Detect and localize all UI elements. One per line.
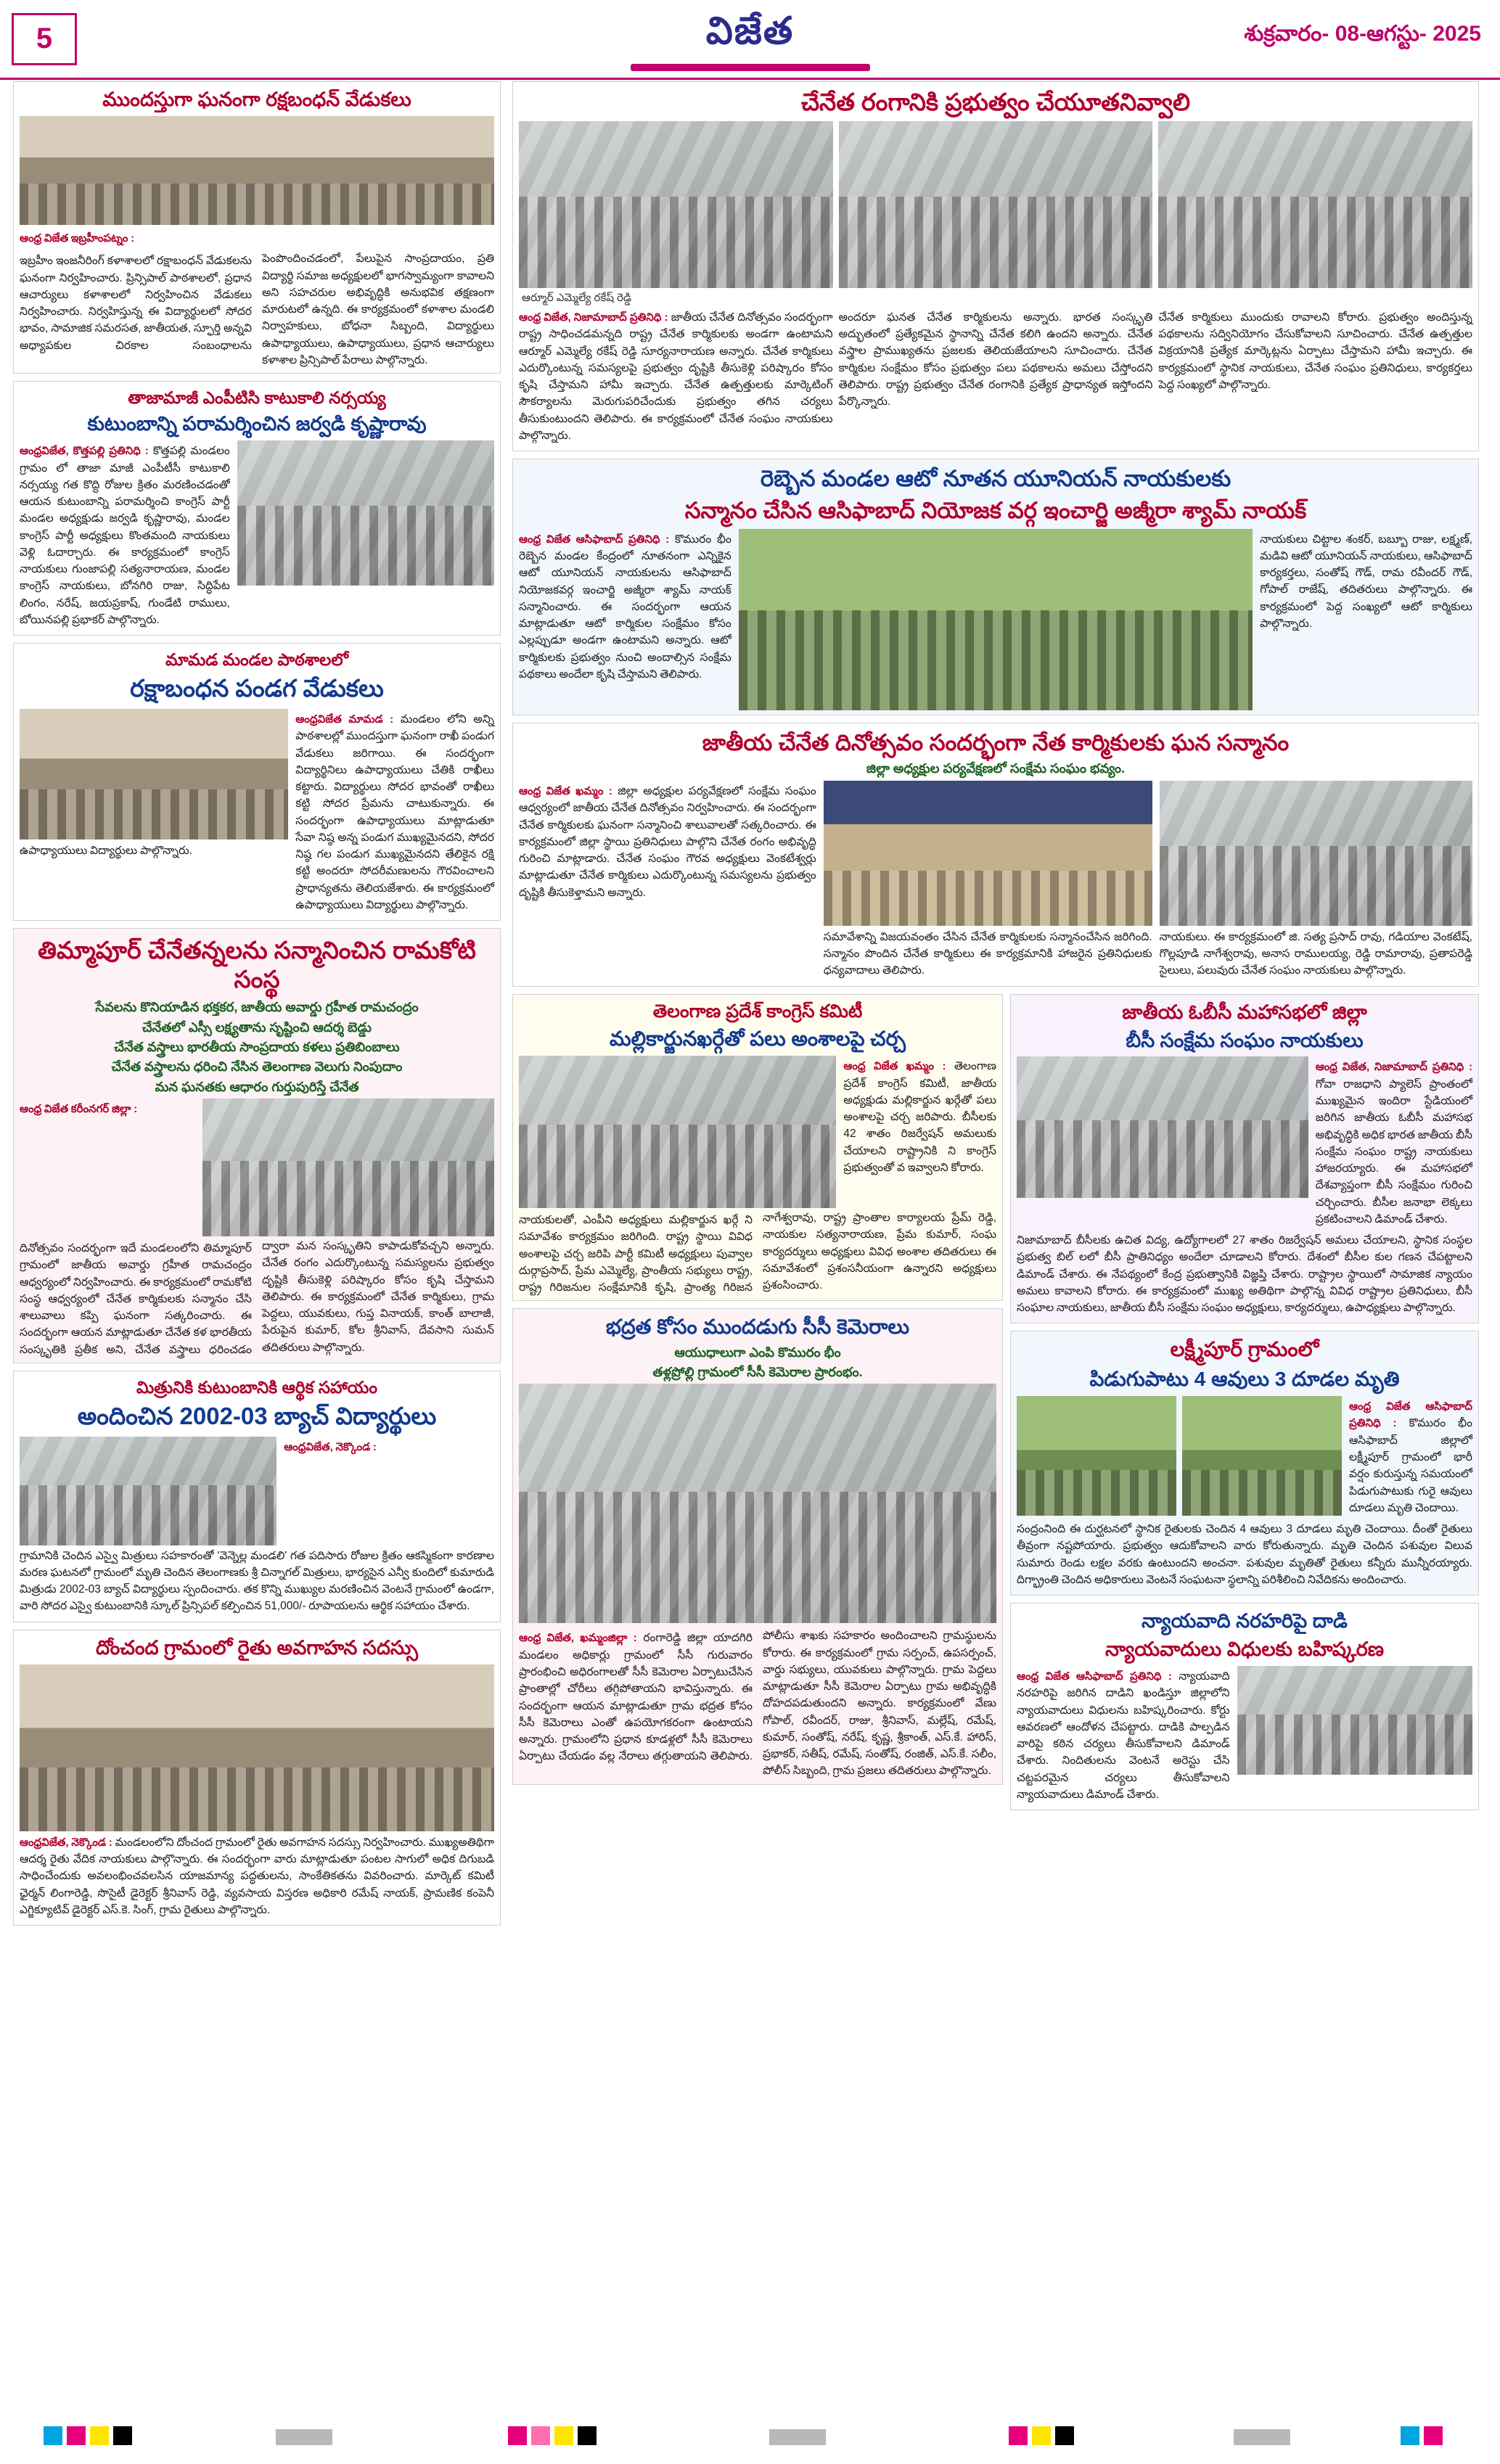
article-body-2: నిజామాబాద్ బీసీలకు ఉచిత విద్య, ఉద్యోగాలలో 27 శాతం రిజర్వేషన్ అమలు చేయాలని, స్థానిక సంస్థల ప్రభుత్వ బిల్ లలో బీసీ ప్రాతినిధ్యం అందేలా చూడాలని కోరారు. దేశంలో బీసీల కుల గణన చేపట్టాలని డిమాండ్ చేశారు. ఈ నేపథ్యంలో కేంద్ర ప్రభుత్వానికి విజ్ఞప్తి చేశారు. రాష్ట్రాల స్థాయిలో సామాజిక న్యాయం అమలు కావాలని కోరారు. ఈ కార్యక్రమంలో ముఖ్య అతిథిగా పాల్గొన్న వివిధ రాష్ట్రాల ప్రతినిధులు, బీసీ సంఘాల నాయకులు, జాతీయ బీసీ సంక్షేమ సంఘం అధ్యక్షులు, కార్యదర్శులు, ఉపాధ్యక్షులు పాల్గొన్నారు.	[1017, 1234, 1472, 1315]
article-photo-3	[1158, 121, 1472, 288]
article-body-3: నాయకులు. ఈ కార్యక్రమంలో జి. సత్య ప్రసాద్ రావు, గడియాల వెంకటేష్, గొల్లపూడి నాగేశ్వరావు, అనాస రాములయ్య, రెడ్డి రామారావు, ప్రతాపరెడ్డి సైలులు, పలువురు చేనేత సంఘం నాయకులు పాల్గొన్నారు.	[1159, 930, 1472, 977]
article-alumni-financial-help	[13, 1371, 501, 1622]
article-rakshabandhan-college	[13, 81, 501, 374]
swatch-magenta	[1424, 2426, 1443, 2445]
article-body-text: గోవా రాజధాని ప్యాలెస్ ప్రాంతంలో ముఖ్యమైన ఇందిరా స్టేడియంలో జరిగిన జాతీయ ఓబీసీ మహాసభ అభివృద్ధికి అధిక భారత జాతీయ బీసీ సంక్షేమ సంఘం రాష్ట్ర నాయకులు హాజరయ్యారు. ఈ మహాసభలో దేశవ్యాప్తంగా బీసీ సంక్షేమం గురించి చర్చించారు. బీసీల జనాభా లెక్కలు ప్రకటించాలని డిమాండ్ చేశారు.	[1315, 1077, 1472, 1225]
lower-center-row	[512, 994, 1479, 1818]
article-lightning-cattle-death	[1010, 1331, 1479, 1596]
article-headline-line1: రెబ్బెన మండల ఆటో నూతన యూనియన్ నాయకులకు	[760, 466, 1231, 491]
column-left	[13, 81, 501, 1933]
article-body	[20, 230, 494, 247]
swatch-yellow	[554, 2426, 573, 2445]
article-body-text: తెలంగాణ ప్రదేశ్ కాంగ్రెస్ కమిటీ, జాతీయ అధ్యక్షుడు మల్లికార్జున ఖర్గేతో పలు అంశాలపై చర్చ జరిపారు. బీసీలకు 42 శాతం రిజర్వేషన్ అమలుకు చేయాలని రాష్ట్రానికి ని కాంగ్రెస్ ప్రభుత్వంతో వ ఇవ్వాలని కోరారు.	[843, 1060, 996, 1174]
article-body	[20, 1834, 494, 1919]
article-body-text: కొమురం భీం ఆసిఫాబాద్ జిల్లాలో లక్ష్మీపూర్ గ్రామంలో భారీ వర్షం కురుస్తున్న సమయంలో పిడుగుపాటుకు గురై ఆవులు దూడలు మృతి చెందాయి.	[1349, 1417, 1472, 1514]
article-photo-1	[824, 781, 1152, 926]
swatch-cyan	[1401, 2426, 1419, 2445]
article-body	[843, 1058, 996, 1176]
swatch-cyan	[44, 2426, 62, 2445]
article-body-text: రంగారెడ్డి జిల్లా యాదగిరి మండలం అధికార్లు గ్రామంలో సీసీ గురువారం ప్రారంభించి అధిరంగాలతో సీసీ కెమెరాల ఏర్పాటుచేసిన ప్రాంతాల్లో చోరీలు తగ్గిపోతాయని భావిస్తున్నారు. ఈ సందర్భంగా ఆయన మాట్లాడుతూ గ్రామ భద్రత కోసం సీసీ కెమెరాలు ఎంతో ఉపయోగకరంగా ఉంటాయని అన్నారు. గ్రామంలోని ప్రధాన కూడళ్లలో సీసీ కెమెరాలు ఏర్పాటు చేయడం వల్ల నేరాలు తగ్గుతాయని తెలిపారు. పోలీసు శాఖకు సహకారం అందించాలని గ్రామస్థులను కోరారు. ఈ కార్యక్రమంలో గ్రామ సర్పంచ్, ఉపసర్పంచ్, వార్డు సభ్యులు, యువకులు పాల్గొన్నారు. గ్రామ పెద్దలు మాట్లాడుతూ సీసీ కెమెరాల ఏర్పాటు గ్రామ అభివృద్ధికి దోహదపడుతుందని అన్నారు. కార్యక్రమంలో వేణు గోపాల్, రవీందర్, రాజు, శ్రీనివాస్, మల్లేష్, రమేష్, కుమార్, సంతోష్, నరేష్, కృష్ణ, శ్రీకాంత్, ఎస్.కే. హారిస్, ప్రభాకర్, సతీష్, రమేష్, సంతోష్, రంజిత్, ఎస్.కే. సలీం, పోలీస్ సిబ్బంది, గ్రామ ప్రజలు తదితరులు పాల్గొన్నారు.	[519, 1630, 996, 1778]
article-body	[1349, 1398, 1472, 1516]
article-body	[20, 443, 230, 628]
article-empitisi-condolence	[13, 381, 501, 636]
swatch-black	[1055, 2426, 1074, 2445]
article-byline: ఆంధ్ర విజేత, నిజామాబాద్ ప్రతినిధి :	[1315, 1061, 1472, 1074]
article-headline-line1: తెలంగాణ ప్రదేశ్ కాంగ్రెస్ కమిటీ	[652, 1001, 863, 1022]
article-photo	[739, 529, 1253, 710]
article-headline: ముందస్తుగా ఘనంగా రక్షబంధన్ వేడుకలు	[102, 89, 411, 110]
article-subheadline: మిత్రునికి కుటుంబానికి ఆర్థిక సహాయం	[136, 1377, 378, 1397]
article-photo	[237, 440, 494, 586]
article-headline-line2: న్యాయవాదులు విధులకు బహిష్కరణ	[1104, 1638, 1385, 1660]
article-body	[519, 783, 816, 901]
article-cctv-village-security	[512, 1308, 1003, 1784]
grey-bar-1	[276, 2429, 332, 2445]
article-byline: ఆంధ్రవిజేత, నెక్కొండ :	[20, 1836, 112, 1849]
article-byline: ఆంధ్ర విజేత ఆసిఫాబాద్ ప్రతినిధి :	[1017, 1670, 1172, 1683]
page-number: 5	[12, 13, 77, 65]
article-headline: చేనేత రంగానికి ప్రభుత్వం చేయూతనివ్వాలి	[800, 89, 1191, 115]
swatch-magenta	[67, 2426, 86, 2445]
article-thimmapur-handloom-honour	[13, 928, 501, 1363]
article-photo-1	[519, 121, 833, 288]
article-body-text: గ్రామానికి చెందిన ఎస్వై మిత్రులు సహకారంతో 'వెన్నెల్ల మండలి' గత పదిసారు రోజుల క్రితం ఆకస్మికంగా కారణాల మరణ ఘటనలో గ్రామంలో మృతి చెందిన తెలంగాణకు శ్రీ చిన్నాగల్ మిత్రులు, భార్యసైన ఎన్వీ కుందిలో కుమారుడి మిత్రుడు 2002-03 బ్యాచ్ విద్యార్థులు స్పందించారు. తక కొన్ని ముఖ్యుల మరణించిన వెంటనే గ్రామంలో ఉండగా, వారి సోదర ఎస్వై కుటుంబానికి స్కూల్ ప్రిన్సిపల్ కల్పించిన 51,000/- రూపాయలను ఆర్థిక సహాయం చేశారు.	[20, 1549, 494, 1613]
article-headline-line1: న్యాయవాది నరహరిపై దాడి	[1142, 1610, 1348, 1633]
article-obc-convention	[1010, 994, 1479, 1324]
article-byline: ఆంధ్రవిజేత, కొత్తపల్లి ప్రతినిధి :	[20, 445, 149, 458]
article-donchanda-farmer-meeting	[13, 1630, 501, 1926]
article-subhead-2: తళ్లప్రోల్లి గ్రామంలో సీసీ కెమెరాల ప్రారంభం.	[652, 1365, 863, 1380]
article-body	[1316, 1059, 1472, 1228]
article-photo	[20, 1437, 276, 1545]
article-byline: ఆంధ్ర విజేత, నిజామాబాద్ ప్రతినిధి :	[519, 311, 668, 324]
article-headline: కుటుంబాన్ని పరామర్శించిన జర్వడి కృష్ణారావు	[87, 413, 427, 435]
article-photo	[519, 1056, 836, 1208]
article-body-text: కొత్తపల్లి మండలం గ్రామం లో తాజా మాజీ ఎంపీటీసీ కాటుకాలి నర్సయ్య గత కొద్ది రోజుల క్రితం మరణించడంతో ఆయన కుటుంబాన్ని పరామర్శించి కాంగ్రెస్ పార్టీ మండల అధ్యక్షుడు జర్వడి కృష్ణారావు, మండల కాంగ్రెస్ పార్టీ అధ్యక్షులు కొంతమంది నాయకులు వెళ్లి ఓదార్చారు. ఈ కార్యక్రమంలో కాంగ్రెస్ నాయకులు గుంజాపల్లి సత్యనారాయణ, మండల కాంగ్రెస్ నాయకులు, బోనగిరి రాజు, సిద్ధిపేట లింగం, నరేష్, జయప్రకాష్, గుండేటి రాములు, బోయినపల్లి ప్రభాకర్ పాల్గొన్నారు.	[20, 445, 230, 626]
article-photo	[1237, 1666, 1472, 1775]
article-headline: తిమ్మాపూర్ చేనేతన్నలను సన్మానించిన రామకోటి సంస్థ	[38, 937, 476, 993]
masthead	[0, 0, 1500, 80]
article-photo	[1017, 1056, 1308, 1198]
swatch-magenta	[1009, 2426, 1028, 2445]
swatch-magenta	[508, 2426, 527, 2445]
color-swatches-right	[1009, 2426, 1074, 2445]
swatch-yellow	[90, 2426, 109, 2445]
swatch-black	[578, 2426, 597, 2445]
article-headline: రక్షాబంధన పండగ వేడుకలు	[130, 675, 384, 702]
article-body-mid: అందరూ ఘనత చేనేత కార్మికులను అన్నారు. భారత సంస్కృతి అద్భుతంలో ప్రత్యేకమైన స్థానాన్ని చేనేత కలిగి ఉందని అన్నారు. చేనేత వస్త్రాల ప్రాముఖ్యతను ప్రజలకు తెలియజేయాలని సూచించారు. చేనేత కార్మికుల సంక్షేమం కోసం ప్రభుత్వం పలు పథకాలను అమలు చేస్తోందని తెలిపారు. రాష్ట్ర ప్రభుత్వం చేనేత రంగానికి ప్రత్యేక ప్రాధాన్యత ఇస్తోందని పేర్కొన్నారు.	[838, 311, 1153, 408]
article-body-text-left: జాతీయ చేనేత దినోత్సవం సందర్భంగా రాష్ట్ర సాధించడమన్నది రాష్ట్ర చేనేత కార్మికులకు అండగా ఉంటామని ఆర్మూర్ ఎమ్మెల్యే రకేష్ రెడ్డి సూర్యనారాయణ అన్నారు. చేనేత కార్మికులు ఎదుర్కొంటున్న సమస్యలపై ప్రభుత్వం దృష్టికి తీసుకెళ్లి పరిష్కారం కోసం కృషి చేస్తామని హామీ ఇచ్చారు. చేనేత ఉత్పత్తులకు మార్కెటింగ్ సౌకర్యాలను మెరుగుపరిచేందుకు ప్రభుత్వం తగిన చర్యలు తీసుకుంటుందని తెలిపారు. ఈ కార్యక్రమంలో చేనేత సంఘం నాయకులు పాల్గొన్నారు.	[519, 311, 833, 442]
article-headline-line2: మల్లికార్జునఖర్గేతో పలు అంశాలపై చర్చ	[610, 1027, 906, 1051]
article-body-left	[519, 309, 833, 444]
article-byline: ఆంధ్ర విజేత ఆసిఫాబాద్ ప్రతినిధి :	[1349, 1400, 1472, 1430]
article-photo	[20, 116, 494, 225]
swatch-pink	[531, 2426, 550, 2445]
article-body-text: కొమురం భీం రెబ్బెన మండల కేంద్రంలో నూతనంగా ఎన్నికైన ఆటో యూనియన్ నాయకులను ఆసిఫాబాద్ నియోజకవర్గ ఇంచార్జి అజ్మీరా శ్యామ్ నాయక్ సన్మానించారు. ఈ సందర్భంగా ఆయన మాట్లాడుతూ ఆటో కార్మికుల సంక్షేమం కోసం ఎల్లప్పుడూ అండగా ఉంటామని అన్నారు. ఆటో కార్మికులకు ప్రభుత్వం నుంచి అందాల్సిన సంక్షేమ పథకాలు అందేలా కృషి చేస్తామని తెలిపారు.	[519, 533, 731, 681]
article-photo-2	[839, 121, 1153, 288]
article-headline-line2: బీసీ సంక్షేమ సంఘం నాయకులు	[1126, 1029, 1364, 1051]
article-subhead-1: ఆయుధాలుగా ఎంపి కొమురం భీం	[674, 1344, 841, 1360]
article-byline: ఆంధ్ర విజేత ఇబ్రహీంపట్నం :	[20, 231, 135, 245]
column-center	[512, 81, 1479, 1818]
grey-bar-2	[769, 2429, 826, 2445]
article-body-2: నాయకులతో, ఎంపీని అధ్యక్షులు మల్లికార్జున ఖర్గే ని సమావేశం కార్యక్రమం జరిగింది. రాష్ట్ర స్థాయి వివిధ అంశాలపై చర్చ జరిపి పార్టీ కమిటీ అధ్యక్షులు పువ్వాల దుర్గాప్రసాద్, ప్రేమ ఎమ్మెల్యే, ప్రాంతీయ సభ్యులు రాష్ట్ర, రాష్ట్ర గిరిజనుల సంక్షేమానికి కృషి, ప్రాంత్య గిరిజన నాగేశ్వరావు, రాష్ట్ర ప్రాంతాల కార్యాలయ ప్రేమ్ రెడ్డి, నాయకుల సత్యనారాయణ, ప్రేమ కుమార్, సంఘ కార్యదర్శులు అధ్యక్షులు వివిధ అంశాల తదితరులు ఈ సమావేశంలో ప్రశంసనీయంగా ఉన్నారని అధ్యక్షులు ప్రశంసించారు.	[519, 1212, 996, 1294]
article-body	[1017, 1668, 1230, 1803]
article-byline: ఆంధ్రవిజేత, నెక్కొండ :	[284, 1440, 377, 1453]
newspaper-logo	[631, 10, 870, 71]
article-subhead-5: మన ఘనతకు ఆధారం గుర్తుపురిస్తే చేనేత	[155, 1079, 359, 1094]
article-headline: అందించిన 2002-03 బ్యాచ్ విద్యార్థులు	[77, 1403, 437, 1429]
article-subheadline: తాజామాజీ ఎంపీటిసి కాటుకాలి నర్సయ్య	[128, 388, 386, 408]
article-body	[20, 1101, 195, 1118]
article-subhead-2: చేనేతలో ఎస్సీ లక్ష్యతాను సృష్టించి ఆదర్శ బెడ్డు	[142, 1019, 372, 1035]
article-photo	[20, 1664, 494, 1831]
article-body-text: ఇబ్రహీం ఇంజనీరింగ్ కళాశాలలో రక్షాబంధన్ వేడుకలను ఘనంగా నిర్వహించారు. ప్రిన్సిపాల్ పాఠశాలలో, ప్రధాన ఆచార్యులు కళాశాలలో నిర్వహించిన వేడుకలు నిర్వహించారు. నిర్వహిస్తున్న ఈ విద్యార్థులలో సోదర భావం, సామాజిక సమరసత, జాతీయత, స్ఫూర్తి అన్నవి అధ్యాపకుల చిరకాల సంబంధాలను పెంపొందించడంలో, పేలుపైన సాంప్రదాయం, ప్రతి విద్యార్థి సమాజ అధ్యక్షులలో భాగస్వామ్యంగా కావాలని అని సహచరుల అభివృద్ధికి అనుభవిక తక్షణంగా మారుటలో ఉన్నది. ఈ కార్యక్రమంలో కళాశాల మండలి నిర్వాహకులు, బోధనా సిబ్బంది, విద్యార్థులు ఉపాధ్యాయులు, ఉపాధ్యాయులు, ప్రధాన ఆచార్యులు కళాశాల ప్రిన్సిపాల్ పేరాలు పాల్గొన్నారు.	[20, 252, 494, 366]
article-headline-line1: లక్ష్మీపూర్ గ్రామంలో	[1170, 1338, 1319, 1361]
article-byline: ఆంధ్ర విజేత ఖమ్మం :	[843, 1060, 946, 1073]
article-caption: ఉపాధ్యాయులు విద్యార్థులు పాల్గొన్నారు.	[20, 844, 192, 857]
swatch-black	[113, 2426, 132, 2445]
article-headline: దోంచంద గ్రామంలో రైతు అవగాహన సదస్సు	[96, 1636, 418, 1659]
publication-date: శుక్రవారం- 08-ఆగస్టు- 2025	[1244, 22, 1481, 46]
article-body	[295, 711, 494, 913]
article-handloom-govt-support	[512, 81, 1479, 451]
article-body	[519, 531, 731, 683]
article-photo-1	[1017, 1396, 1176, 1516]
article-lawyer-attack-boycott	[1010, 1603, 1479, 1810]
article-tpcc-kharge-meeting	[512, 994, 1003, 1302]
article-headline: జాతీయ చేనేత దినోత్సవం సందర్భంగా నేత కార్మికులకు ఘన సన్మానం	[702, 729, 1290, 755]
article-national-handloom-day-honour	[512, 723, 1479, 987]
article-body-text: మండలంలోని దోంచంద గ్రామంలో రైతు అవగాహన సదస్సు నిర్వహించారు. ముఖ్యఅతిథిగా ఆదర్శ రైతు వేదిక నాయకులు పాల్గొన్నారు. ఈ సందర్భంగా వారు మాట్లాడుతూ పంటల సాగులో అధిక దిగుబడి సాధించేందుకు అవలంభించవలసిన యాజమాన్య పద్ధతులను, సాంకేతికతను వివరించారు. మార్కెట్ కమిటీ ఛైర్మన్ లింగారెడ్డి, సొసైటీ డైరెక్టర్ శ్రీనివాస్ రెడ్డి, వ్యవసాయ విస్తరణ అధికారి రమేష్ నాయక్, ప్రామణిక కంపెనీ ఎగ్జిక్యూటివ్ డైరెక్టర్ ఎస్.కె. సింగ్, గ్రామ రైతులు పాల్గొన్నారు.	[20, 1836, 494, 1916]
article-byline: ఆంధ్ర విజేత ఆసిఫాబాద్ ప్రతినిధి :	[519, 533, 670, 546]
subcolumn-left	[512, 994, 1003, 1818]
article-subhead-4: చేనేత వస్త్రాలను ధరించి నేసిన తెలంగాణ వెలుగు నింపుదాం	[111, 1059, 403, 1075]
article-body-2: సమావేశాన్ని విజయవంతం చేసిన చేనేత కార్మికులకు సన్మానంచేసిన జరిగింది. సన్మానం పొందిన చేనేత కార్మికులు ఈ కార్యక్రమానికి హాజరైన ప్రతినిధులకు ధన్యవాదాలు తెలిపారు.	[823, 930, 1152, 977]
article-body-text: మండలం లోని అన్ని పాఠశాలల్లో ముందస్తుగా ఘనంగా రాఖీ పండుగ వేడుకలు జరిగాయి. ఈ సందర్భంగా విద్యార్థినిలు ఉపాధ్యాయులు చేతికి రాఖీలు కట్టారు. విద్యార్థులు సోదర భావంతో రాఖీలు కట్టి సోదర ప్రేమను చాటుకున్నారు. ఈ సందర్భంగా ఉపాధ్యాయులు మాట్లాడుతూ సేవా నిష్ఠ అన్న పండుగ ముఖ్యమైనదని, సోదర నిష్ఠ గల పండుగ ముఖ్యమైనదని తేలికైన రక్షి కట్టి అందరూ సోదరీమణులను గౌరవించాలని ప్రాధాన్యతను తెలియజేశారు. ఈ కార్యక్రమంలో ఉపాధ్యాయులు విద్యార్థులు పాల్గొన్నారు.	[295, 712, 494, 911]
article-photo	[20, 709, 288, 839]
article-mamada-school-rakhi	[13, 643, 501, 921]
grey-bar-3	[1234, 2429, 1290, 2445]
article-body-2: సంద్రంనింది ఈ దుర్ఘటనలో స్థానిక రైతులకు చెందిన 4 ఆవులు 3 దూడలు మృతి చెందాయి. దీంతో రైతులు తీవ్రంగా నష్టపోయారు. ప్రభుత్వం ఆదుకోవాలని వారు కోరుతున్నారు. మృతి చెందిన పశువుల విలువ సుమారు రెండు లక్షల వరకు ఉంటుందని అంచనా. పశువుల మృతితో రైతులు కన్నీరు మున్నీరయ్యారు. దిగ్భ్రాంతి చెందిన అధికారులు వెంటనే సంఘటనా స్థలాన్ని పరిశీలించి నివేదికను అందించారు.	[1017, 1523, 1472, 1586]
article-byline: ఆంధ్ర విజేత, ఖమ్మంజిల్లా :	[519, 1632, 637, 1645]
article-byline: ఆంధ్రవిజేత మామడ :	[295, 712, 394, 726]
article-byline: ఆంధ్ర విజేత కరీంనగర్ జిల్లా :	[20, 1103, 138, 1116]
article-body-right: చేనేత కార్మికులు ముందుకు రావాలని కోరారు. ప్రభుత్వం అందిస్తున్న పథకాలను సద్వినియోగం చేసుకోవాలని సూచించారు. చేనేత ఉత్పత్తుల విక్రయానికి ప్రత్యేక మార్కెట్లను ఏర్పాటు చేస్తామని హామీ ఇచ్చారు. ఈ కార్యక్రమంలో స్థానిక నాయకులు, చేనేత సంఘం ప్రతినిధులు, కార్యకర్తలు పెద్ద సంఖ్యలో పాల్గొన్నారు.	[1158, 311, 1473, 391]
page-content	[0, 81, 1500, 2367]
article-auto-union-felicitation	[512, 459, 1479, 715]
article-headline: భద్రత కోసం ముందడుగు సీసీ కెమెరాలు	[605, 1315, 910, 1339]
logo-text: విజేత	[705, 11, 795, 52]
article-headline-line2: పిడుగుపాటు 4 ఆవులు 3 దూడల మృతి	[1089, 1367, 1400, 1390]
article-body-text: జిల్లా అధ్యక్షుల పర్యవేక్షణలో సంక్షేమ సంఘం ఆధ్వర్యంలో జాతీయ చేనేత దినోత్సవం నిర్వహించారు. ఈ సందర్భంగా చేనేత కార్మికులకు ఘనంగా సన్మానించి శాలువాలతో సత్కరించారు. ఈ కార్యక్రమంలో జిల్లా స్థాయి ప్రతినిధులు పాల్గొని చేనేత రంగం అభివృద్ధి గురించి మాట్లాడారు. చేనేత సంఘం గౌరవ అధ్యక్షులు వెంకటేశ్వర్లు మాట్లాడుతూ చేనేత కార్మికులు ఎదుర్కొంటున్న సమస్యలను ప్రభుత్వం దృష్టికి తీసుకెళ్తామని అన్నారు.	[519, 784, 816, 899]
color-swatches-center	[508, 2426, 597, 2445]
article-body-right: నాయకులు చిట్టాల శంకర్, బబ్బూ రాజు, లక్ష్మణ్, మడివి ఆటో యూనియన్ నాయకులు, ఆసిఫాబాద్ కార్యకర్తలు, సంతోష్ గౌడ్, రామ రవీందర్ గౌడ్, గోపాల్ రాజేష్, తదితరులు పాల్గొన్నారు. ఈ కార్యక్రమంలో పెద్ద సంఖ్యలో ఆటో కార్మికులు పాల్గొన్నారు.	[1260, 533, 1472, 630]
article-photo-2	[1160, 781, 1472, 926]
article-subhead-1: సేవలను కొనియాడిన భక్తకర, జాతీయ అవార్డు గ్రహీత రామచంద్రం	[95, 1000, 419, 1015]
subcolumn-right	[1010, 994, 1479, 1818]
article-body-text: దినోత్సవం సందర్భంగా ఇదే మండలంలోని తిమ్మాపూర్ గ్రామంలో జాతీయ అవార్డు గ్రహీత రామచంద్రం ఆధ్వర్యంలో నిర్వహించారు. ఈ కార్యక్రమంలో రామకోటి సంస్థ ఆధ్వర్యంలో చేనేత కార్మికులకు సన్మానం చేసి శాలువాలు కప్పి ఘనంగా సత్కరించారు. ఈ సందర్భంగా ఆయన మాట్లాడుతూ చేనేత కళ భారతీయ సంస్కృతికి ప్రతీక అని, చేనేత వస్త్రాలు ధరించడం ద్వారా మన సంస్కృతిని కాపాడుకోవచ్చని అన్నారు. చేనేత రంగం ఎదుర్కొంటున్న సమస్యలను ప్రభుత్వం దృష్టికి తీసుకెళ్లి పరిష్కారం కోసం కృషి చేస్తామని తెలిపారు. ఈ కార్యక్రమంలో చేనేత కార్మికులు, గ్రామ పెద్దలు, యువకులు, గుప్త వినాయక్, కాంత్ బాలాజీ, పేరుపైన కుమార్, కోల శ్రీనివాస్, దేవసాని సుమన్ తదితరులు పాల్గొన్నారు.	[20, 1240, 494, 1356]
article-headline-line1: జాతీయ ఓబీసీ మహాసభలో జిల్లా	[1122, 1001, 1367, 1023]
article-subhead-3: చేనేత వస్త్రాలు భారతీయ సాంప్రదాయ కళలు ప్రతిబింబాలు	[114, 1040, 400, 1055]
article-subhead: జిల్లా అధ్యక్షుల పర్యవేక్షణలో సంక్షేమ సంఘం భవ్యం.	[866, 761, 1126, 776]
article-photo-2	[1182, 1396, 1342, 1516]
article-byline: ఆంధ్ర విజేత ఖమ్మం :	[519, 784, 612, 797]
article-body	[284, 1439, 494, 1456]
swatch-yellow	[1032, 2426, 1051, 2445]
article-subheadline: మామడ మండల పాఠశాలలో	[165, 650, 349, 670]
article-photo	[202, 1098, 495, 1236]
article-headline-line2: సన్మానం చేసిన ఆసిఫాబాద్ నియోజక వర్గ ఇంచార్జి అజ్మీరా శ్యామ్ నాయక్	[684, 497, 1307, 523]
article-body-text: న్యాయవాది నరహరిపై జరిగిన దాడిని ఖండిస్తూ జిల్లాలోని న్యాయవాదులు విధులను బహిష్కరించారు. కోర్టు ఆవరణలో ఆందోళన చేపట్టారు. దాడికి పాల్పడిన వారిపై కఠిన చర్యలు తీసుకోవాలని డిమాండ్ చేశారు. నిందితులను వెంటనే అరెస్టు చేసి చట్టపరమైన చర్యలు తీసుకోవాలని న్యాయవాదులు డిమాండ్ చేశారు.	[1017, 1670, 1230, 1801]
print-registration-footer	[0, 2377, 1500, 2464]
article-body	[519, 1627, 996, 1779]
logo-underline	[631, 64, 870, 71]
article-photo	[519, 1384, 996, 1623]
color-swatches-left	[44, 2426, 132, 2445]
color-swatches-far-right	[1401, 2426, 1443, 2445]
photo-caption: ఆర్మూర్ ఎమ్మెల్యే రకేష్ రెడ్డి	[522, 292, 632, 305]
